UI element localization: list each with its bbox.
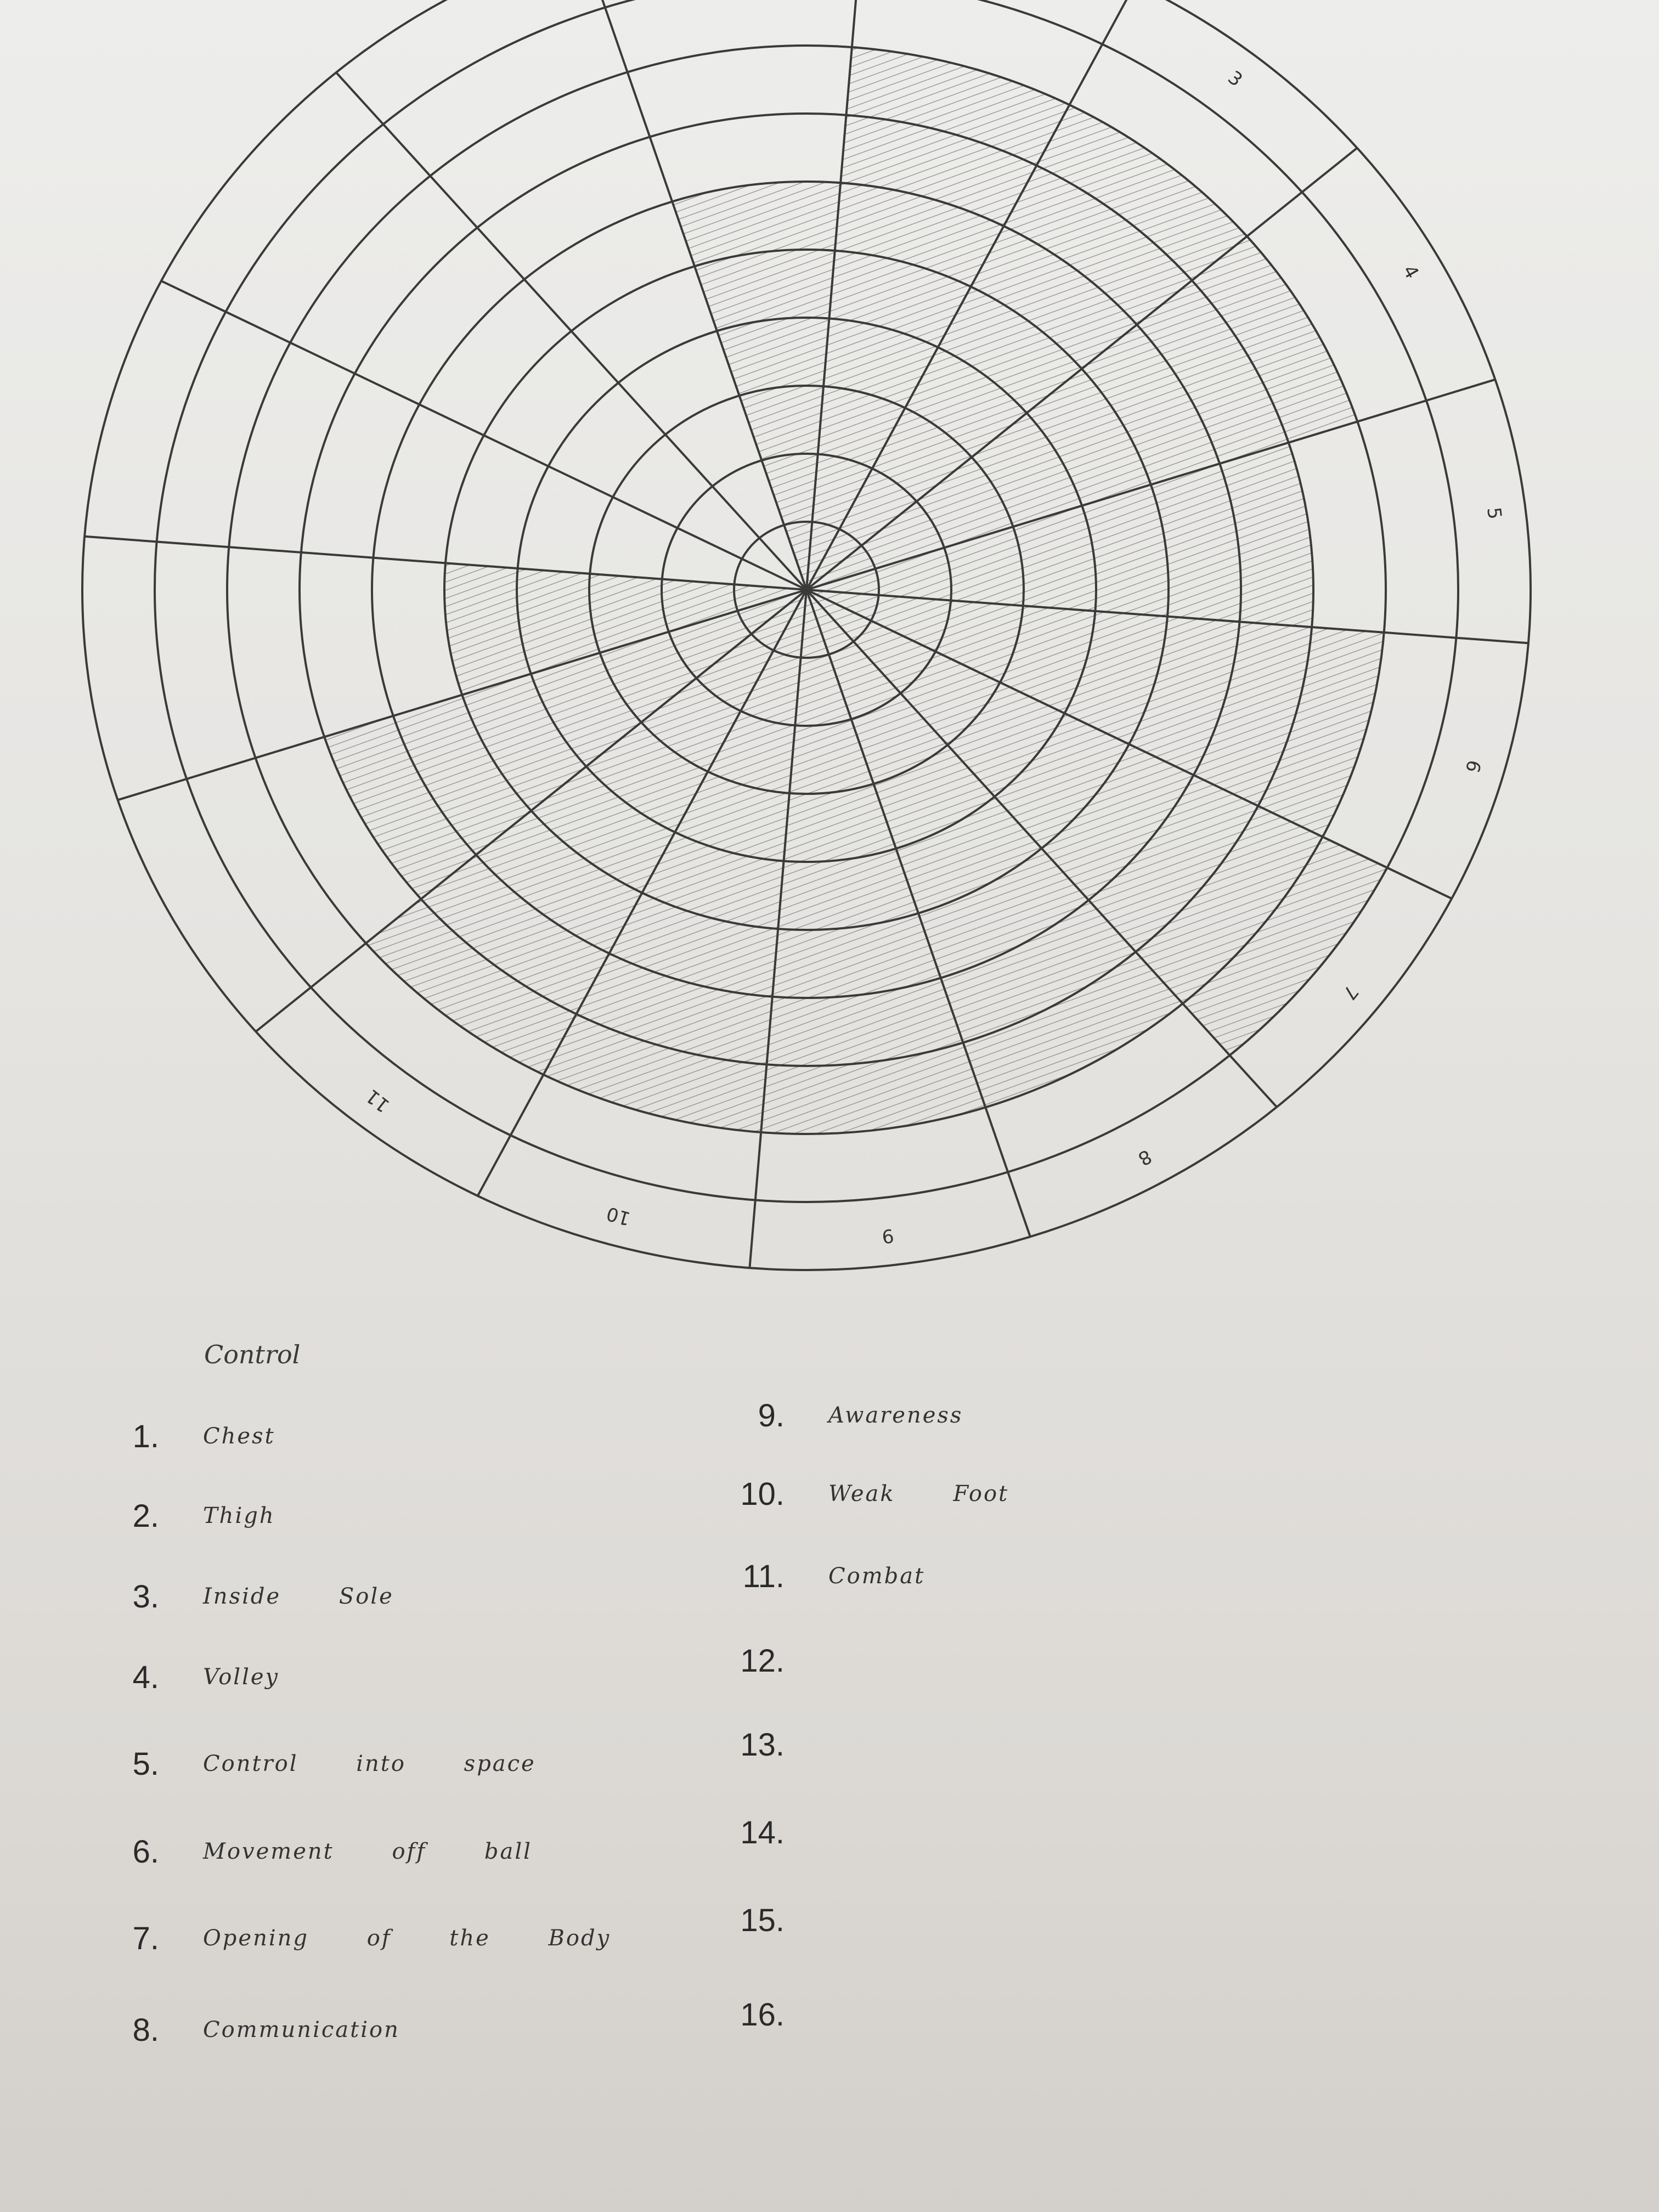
item-text: Weak Foot	[828, 1481, 1009, 1506]
item-number: 4.	[132, 1659, 159, 1695]
item-number: 9.	[758, 1397, 785, 1434]
list-item	[702, 1990, 828, 2039]
list-item	[702, 1469, 1009, 1519]
list-item	[702, 1895, 828, 1945]
list-item	[77, 2005, 400, 2055]
list-item	[77, 1652, 279, 1702]
item-text: Control into space	[203, 1751, 536, 1776]
list-item	[77, 1412, 275, 1461]
list-item	[77, 1572, 394, 1621]
item-text: Communication	[203, 2017, 400, 2042]
item-text: Movement off ball	[203, 1839, 532, 1864]
item-text: Opening of the Body	[203, 1926, 611, 1951]
item-text: Thigh	[203, 1503, 275, 1528]
list-item	[702, 1720, 828, 1769]
item-number: 15.	[740, 1902, 785, 1938]
segment-label: 6	[1460, 758, 1485, 775]
item-number: 16.	[740, 1996, 785, 2033]
list-item	[77, 1914, 611, 1963]
item-number: 11.	[742, 1558, 785, 1594]
item-number: 5.	[132, 1746, 159, 1782]
item-text: Volley	[203, 1664, 280, 1690]
wheel-shading	[324, 47, 1387, 1134]
item-text: Combat	[828, 1564, 926, 1589]
item-number: 6.	[132, 1833, 159, 1870]
list-item	[77, 1739, 536, 1788]
segment-label: 5	[1482, 506, 1506, 521]
item-number: 7.	[132, 1920, 159, 1956]
list-title: Control	[204, 1340, 301, 1369]
item-number: 12.	[740, 1643, 785, 1679]
item-number: 3.	[132, 1578, 159, 1615]
item-number: 1.	[132, 1418, 159, 1454]
segment-label: 9	[881, 1224, 895, 1248]
segment-label: 3	[1223, 66, 1247, 92]
segment-label: 7	[1338, 981, 1363, 1004]
list-item	[702, 1636, 828, 1685]
list-item	[77, 1491, 275, 1541]
item-number: 13.	[740, 1726, 785, 1763]
list-item	[702, 1551, 925, 1601]
item-number: 10.	[740, 1476, 785, 1512]
item-number: 14.	[740, 1814, 785, 1850]
item-text: Awareness	[828, 1403, 963, 1428]
list-item	[702, 1391, 963, 1440]
item-number: 2.	[132, 1498, 159, 1534]
segment-label: 10	[604, 1202, 633, 1230]
item-text: Chest	[203, 1424, 275, 1449]
item-text: Inside Sole	[203, 1584, 394, 1609]
segment-label: 8	[1134, 1144, 1155, 1170]
list-item	[702, 1808, 828, 1857]
list-item	[77, 1827, 532, 1876]
spoke	[161, 281, 806, 590]
segment-label: 11	[362, 1085, 394, 1117]
segment-label: 4	[1398, 261, 1423, 283]
item-number: 8.	[132, 2012, 159, 2048]
